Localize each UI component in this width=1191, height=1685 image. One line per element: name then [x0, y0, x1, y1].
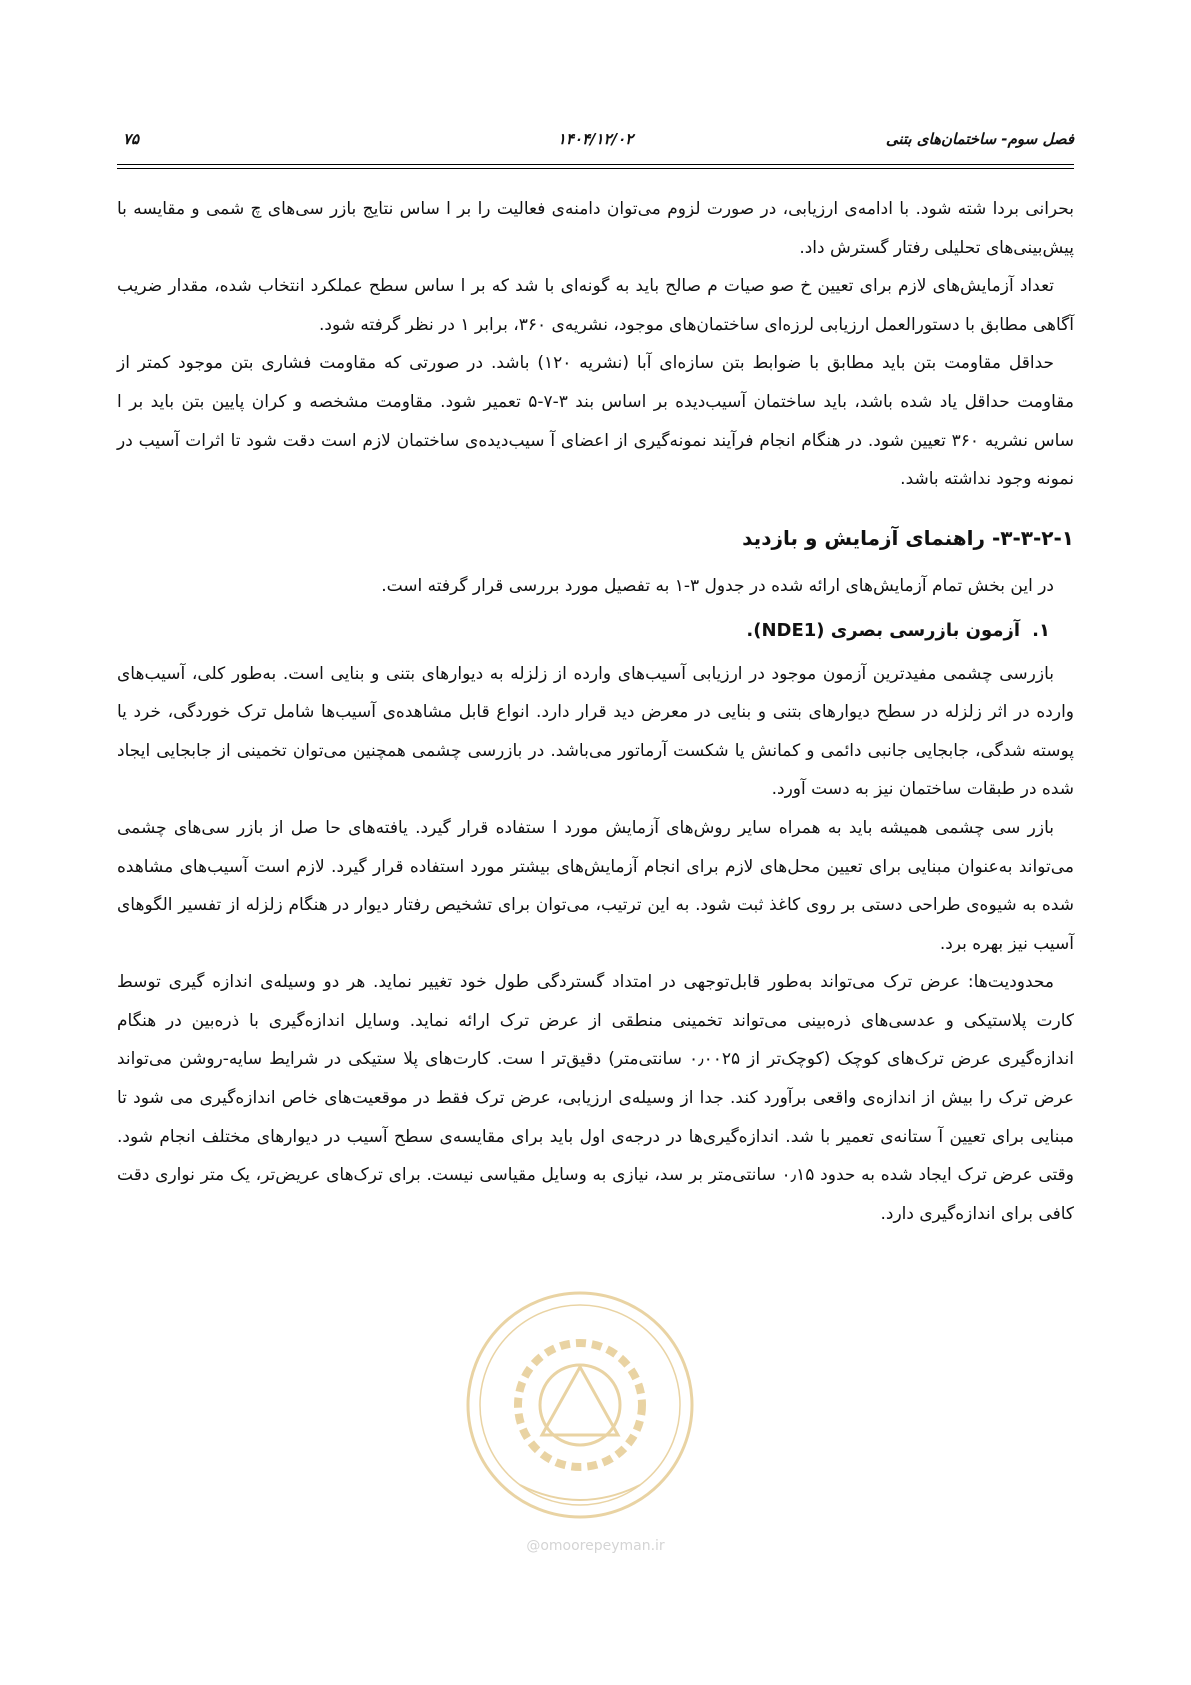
paragraph-3: حداقل مقاومت بتن باید مطابق با ضوابط بتن سازه‌ای آبا (نشریه ۱۲۰) باشد. در صورتی که مقاومت فشاری بتن موجود کمتر از مقاومت حداقل یاد شده باشد، باید ساختمان آسیب‌دیده بر اساس بند ۳-۷-۵ تعمیر شود. مقاومت مشخصه و کران پایین بتن باید بر ا ساس نشریه ۳۶۰ تعیین شود. در هنگام انجام فرآیند نمونه‌گیری از اعضای آ سیب‌دیده‌ی ساختمان لازم است دقت شود تا اثرات آسیب در نمونه وجود نداشته باشد.	[117, 353, 1075, 490]
paragraph-2: تعداد آزمایش‌های لازم برای تعیین خ صو صیات م صالح باید به گونه‌ای با شد که بر ا ساس سطح عملکرد انتخاب شده، مقدار ضریب آگاهی مطابق با دستورالعمل ارزیابی لرزه‌ای ساختمان‌های موجود، نشریه‌ی ۳۶۰، برابر ۱ در نظر گرفته شود.	[117, 276, 1074, 335]
watermark-text: @omoorepeyman.ir	[526, 1538, 665, 1554]
paragraph-4: بازرسی چشمی مفیدترین آزمون موجود در ارزیابی آسیب‌های وارده از زلزله به دیوارهای بتنی و بنایی است. به‌طور کلی، آسیب‌های وارده در اثر زلزله در سطح دیوارهای بتنی و بنایی در معرض دید قرار دارد. انواع قابل مشاهده‌ی آسیب‌ها شامل ترک خوردگی، خرد یا پوسته شدگی، جابجایی جانبی دائمی و کمانش یا شکست آرماتور می‌باشد. در بازرسی چشمی همچنین می‌توان تخمینی از جابجایی ایجاد شده در طبقات ساختمان نیز به دست آورد.	[117, 663, 1074, 800]
test-heading	[117, 612, 1074, 651]
header-rule-bottom	[117, 168, 1074, 169]
section-heading: ۳-۳-۲-۱- راهنمای آزمایش و بازدید	[742, 525, 1074, 550]
chapter-title: فصل سوم- ساختمان‌های بتنی	[885, 130, 1074, 148]
paragraph-6: محدودیت‌ها: عرض ترک می‌تواند به‌طور قابل‌توجهی در امتداد گستردگی طول خود تغییر نماید. هر دو وسیله‌ی اندازه گیری توسط کارت پلاستیکی و عدسی‌های ذره‌بینی می‌تواند تخمینی منطقی از عرض ترک ارائه نماید. وسایل اندازه‌گیری با ذره‌بین در هنگام اندازه‌گیری عرض ترک‌های کوچک (کوچک‌تر از ۰٫۰۰۲۵ سانتی‌متر) دقیق‌تر ا ست. کارت‌های پلا ستیکی در شرایط سایه-روشن می‌تواند عرض ترک را بیش از اندازه‌ی واقعی برآورد کند. جدا از وسیله‌ی ارزیابی، عرض ترک فقط در موقعیت‌های خاص اندازه‌گیری می شود تا مبنایی برای تعیین آ ستانه‌ی تعمیر با شد. اندازه‌گیری‌ها در درجه‌ی اول باید برای مقایسه‌ی سطح آسیب در دیوارهای مختلف انجام شود. وقتی عرض ترک ایجاد شده به حدود ۰٫۱۵ سانتی‌متر بر سد، نیازی به وسایل مقیاسی نیست. برای ترک‌های عریض‌تر، یک متر نواری دقت کافی برای اندازه‌گیری دارد.	[117, 972, 1075, 1224]
paragraph-1: بحرانی بردا شته شود. با ادامه‌ی ارزیابی، در صورت لزوم می‌توان دامنه‌ی فعالیت را بر ا ساس نتایج بازر سی‌های چ شمی و مقایسه با پیش‌بینی‌های تحلیلی رفتار گسترش داد.	[117, 199, 1074, 258]
page-number: ۷۵	[123, 130, 140, 148]
document-body	[117, 190, 1074, 1233]
header-rule-top	[117, 164, 1074, 165]
page-header	[117, 130, 1074, 156]
test-number: ۱.	[1032, 619, 1050, 641]
paragraph-5: بازر سی چشمی همیشه باید به همراه سایر روش‌های آزمایش مورد ا ستفاده قرار گیرد. یافته‌های حا صل از بازر سی‌های چشمی می‌تواند به‌عنوان مبنایی برای تعیین محل‌های لازم برای انجام آزمایش‌های بیشتر مورد استفاده قرار گیرد. لازم است آسیب‌های مشاهده شده به شیوه‌ی طراحی دستی بر روی کاغذ ثبت شود. به این ترتیب، می‌توان برای تشخیص رفتار دیوار در هنگام زلزله از تفسیر الگوهای آسیب نیز بهره برد.	[117, 817, 1074, 954]
test-title: آزمون بازرسی بصری (NDE1).	[746, 619, 1020, 641]
header-date: ۱۴۰۴/۱۲/۰۲	[557, 130, 634, 148]
seal-watermark-icon	[460, 1285, 700, 1525]
section-intro: در این بخش تمام آزمایش‌های ارائه شده در جدول ۳-۱ به تفصیل مورد بررسی قرار گرفته است.	[381, 576, 1054, 597]
